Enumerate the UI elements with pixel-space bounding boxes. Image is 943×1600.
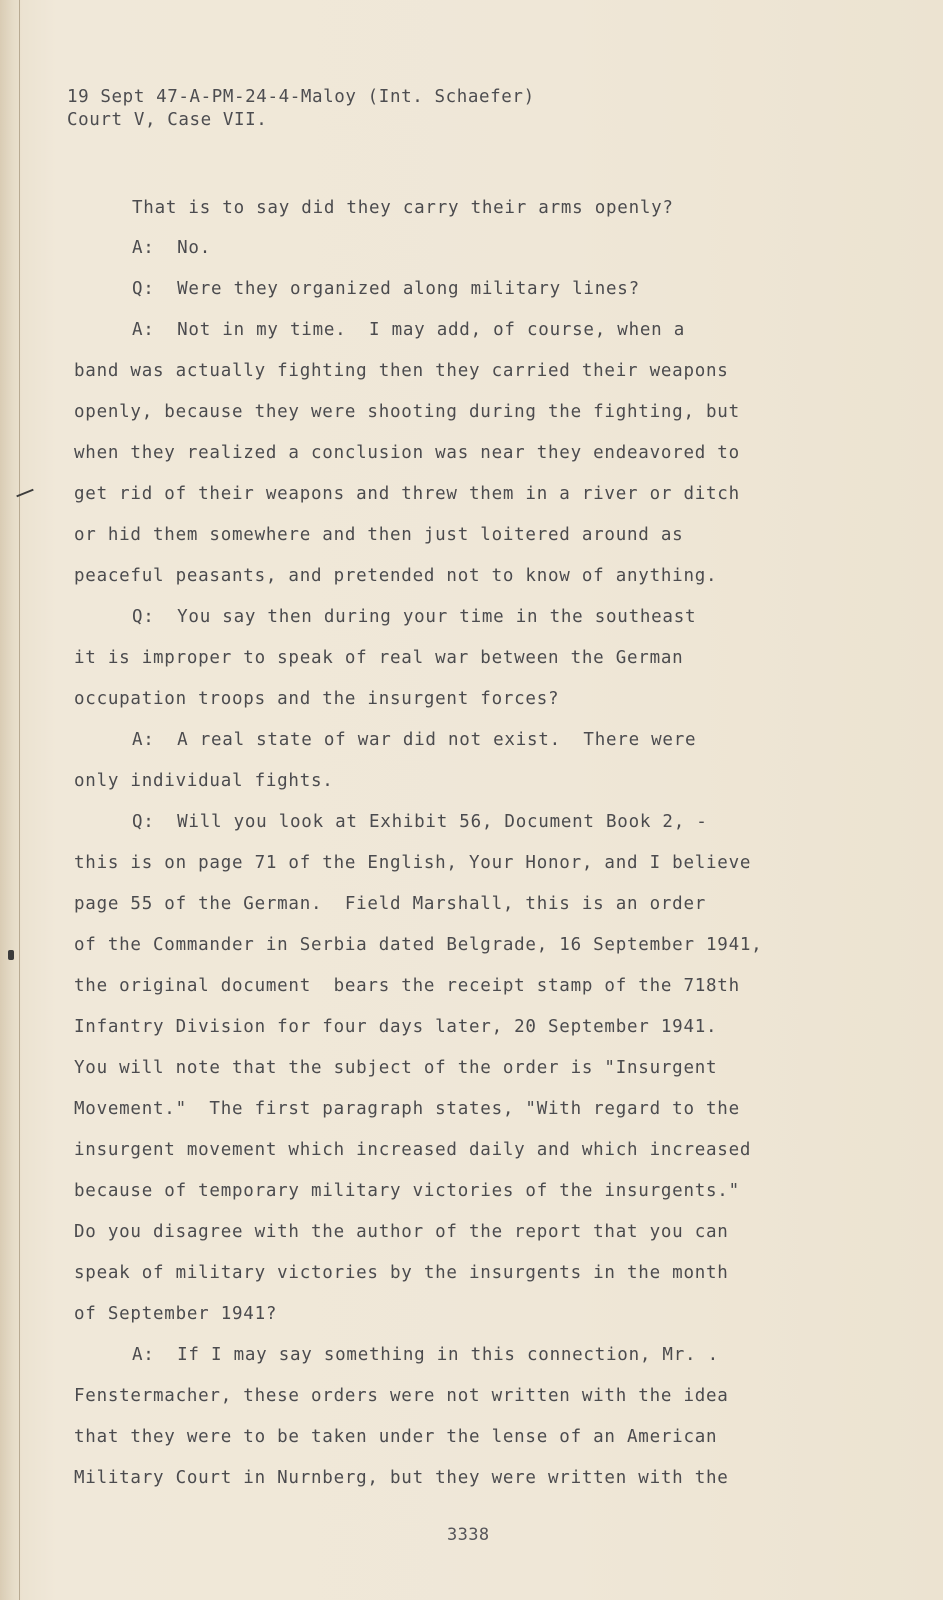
transcript-line: only individual fights. xyxy=(74,771,334,791)
transcript-line: get rid of their weapons and threw them in a river or ditch xyxy=(74,484,740,504)
transcript-line: page 55 of the German. Field Marshall, this is an order xyxy=(74,894,707,914)
transcript-line: A: Not in my time. I may add, of course, when a xyxy=(132,320,686,340)
transcript-line: openly, because they were shooting during the fighting, but xyxy=(74,402,740,422)
transcript-line: because of temporary military victories of the insurgents." xyxy=(74,1181,740,1201)
document-header xyxy=(67,86,535,132)
transcript-line: the original document bears the receipt stamp of the 718th xyxy=(74,976,740,996)
transcript-line: peaceful peasants, and pretended not to know of anything. xyxy=(74,566,718,586)
transcript-line: that they were to be taken under the lense of an American xyxy=(74,1427,718,1447)
transcript-line: insurgent movement which increased daily and which increased xyxy=(74,1140,752,1160)
transcript-line: A: A real state of war did not exist. There were xyxy=(132,730,697,750)
transcript-line: A: If I may say something in this connection, Mr. . xyxy=(132,1345,719,1365)
transcript-line: That is to say did they carry their arms openly? xyxy=(132,198,674,218)
transcript-line: Q: You say then during your time in the southeast xyxy=(132,607,697,627)
transcript-line: occupation troops and the insurgent forces? xyxy=(74,689,560,709)
transcript-line: of the Commander in Serbia dated Belgrade, 16 September 1941, xyxy=(74,935,763,955)
transcript-line: Do you disagree with the author of the report that you can xyxy=(74,1222,729,1242)
transcript-line: Military Court in Nurnberg, but they were written with the xyxy=(74,1468,729,1488)
transcript-line: Infantry Division for four days later, 20 September 1941. xyxy=(74,1017,718,1037)
transcript-line: band was actually fighting then they carried their weapons xyxy=(74,361,729,381)
margin-mark xyxy=(8,950,14,960)
transcript-line: A: No. xyxy=(132,238,212,258)
transcript-line: Movement." The first paragraph states, "With regard to the xyxy=(74,1099,740,1119)
transcript-line: speak of military victories by the insurgents in the month xyxy=(74,1263,729,1283)
transcript-line: You will note that the subject of the order is "Insurgent xyxy=(74,1058,718,1078)
transcript-line: it is improper to speak of real war between the German xyxy=(74,648,684,668)
transcript-line: of September 1941? xyxy=(74,1304,278,1324)
header-line-2: Court V, Case VII. xyxy=(67,110,268,130)
transcript-line: this is on page 71 of the English, Your Honor, and I believe xyxy=(74,853,752,873)
transcript-line: Fenstermacher, these orders were not written with the idea xyxy=(74,1386,729,1406)
transcript-line: Q: Were they organized along military lines? xyxy=(132,279,640,299)
transcript-line: when they realized a conclusion was near they endeavored to xyxy=(74,443,740,463)
page-number: 3338 xyxy=(447,1525,490,1545)
transcript-line: or hid them somewhere and then just loitered around as xyxy=(74,525,684,545)
header-line-1: 19 Sept 47-A-PM-24-4-Maloy (Int. Schaefer) xyxy=(67,87,535,107)
transcript-line: Q: Will you look at Exhibit 56, Document Book 2, - xyxy=(132,812,708,832)
page-edge-line xyxy=(19,0,20,1600)
